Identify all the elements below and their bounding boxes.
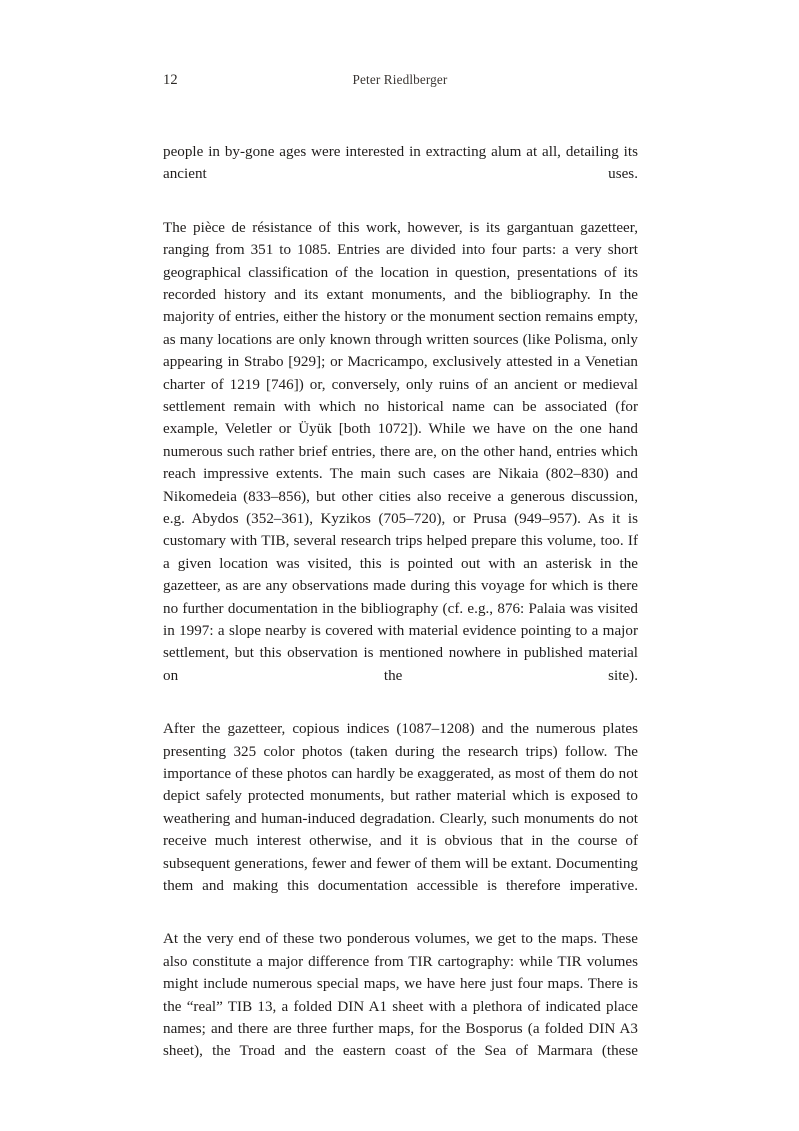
page-number: 12 [163, 72, 178, 88]
running-head-author: Peter Riedlberger [352, 72, 448, 87]
paragraph: At the very end of these two ponderous volumes, we get to the maps. These also constitute a major difference from TIR cartography: while TIR volumes might include numerous special maps, we have here just four maps. There is the “real” TIB 13, a folded DIN A1 sheet with a plethora of indicated place names; and there are three further maps, for the Bosporus (a folded DIN A3 sheet), the Troad and the eastern coast of the Sea of Marmara (these [163, 931, 638, 1060]
page-running-header [163, 70, 637, 90]
paragraph: The pièce de résistance of this work, however, is its gargantuan gazetteer, ranging from 351 to 1085. Entries are divided into four parts: a very short geographical classification of the location in question, presentations of its recorded history and its extant monuments, and the bibliography. In the majority of entries, either the history or the monument section remains empty, as many locations are only known through written sources (like Polisma, only appearing in Strabo [929]; or Macricampo, exclusively attested in a Venetian charter of 1219 [746]) or, conversely, only ruins of an ancient or medieval settlement remain with which no historical name can be associated (for example, Veletler or Üyük [both 1072]). While we have on the one hand numerous such rather brief entries, there are, on the other hand, entries which reach impressive extents. The main such cases are Nikaia (802–830) and Nikomedeia (833–856), but other cities also receive a generous discussion, e.g. Abydos (352–361), Kyzikos (705–720), or Prusa (949–957). As it is customary with TIB, several research trips helped prepare this volume, too. If a given location was visited, this is pointed out with an asterisk in the gazetteer, as are any observations made during this voyage for which is there no further documentation in the bibliography (cf. e.g., 876: Palaia was visited in 1997: a slope nearby is covered with material evidence pointing to a major settlement, but this observation is mentioned nowhere in published material on the site). [163, 219, 638, 684]
paragraph: people in by-gone ages were interested in extracting alum at all, detailing its ancient uses. [163, 144, 638, 183]
paragraph: After the gazetteer, copious indices (1087–1208) and the numerous plates presenting 325 color photos (taken during the research trips) follow. The importance of these photos can hardly be exaggerated, as most of them do not depict safely protected monuments, but rather material which is exposed to weathering and human-induced degradation. Clearly, such monuments do not receive much interest otherwise, and it is obvious that in the course of subsequent generations, fewer and fewer of them will be extant. Documenting them and making this documentation accessible is therefore imperative. [163, 721, 638, 894]
body-text-block [163, 141, 638, 1085]
